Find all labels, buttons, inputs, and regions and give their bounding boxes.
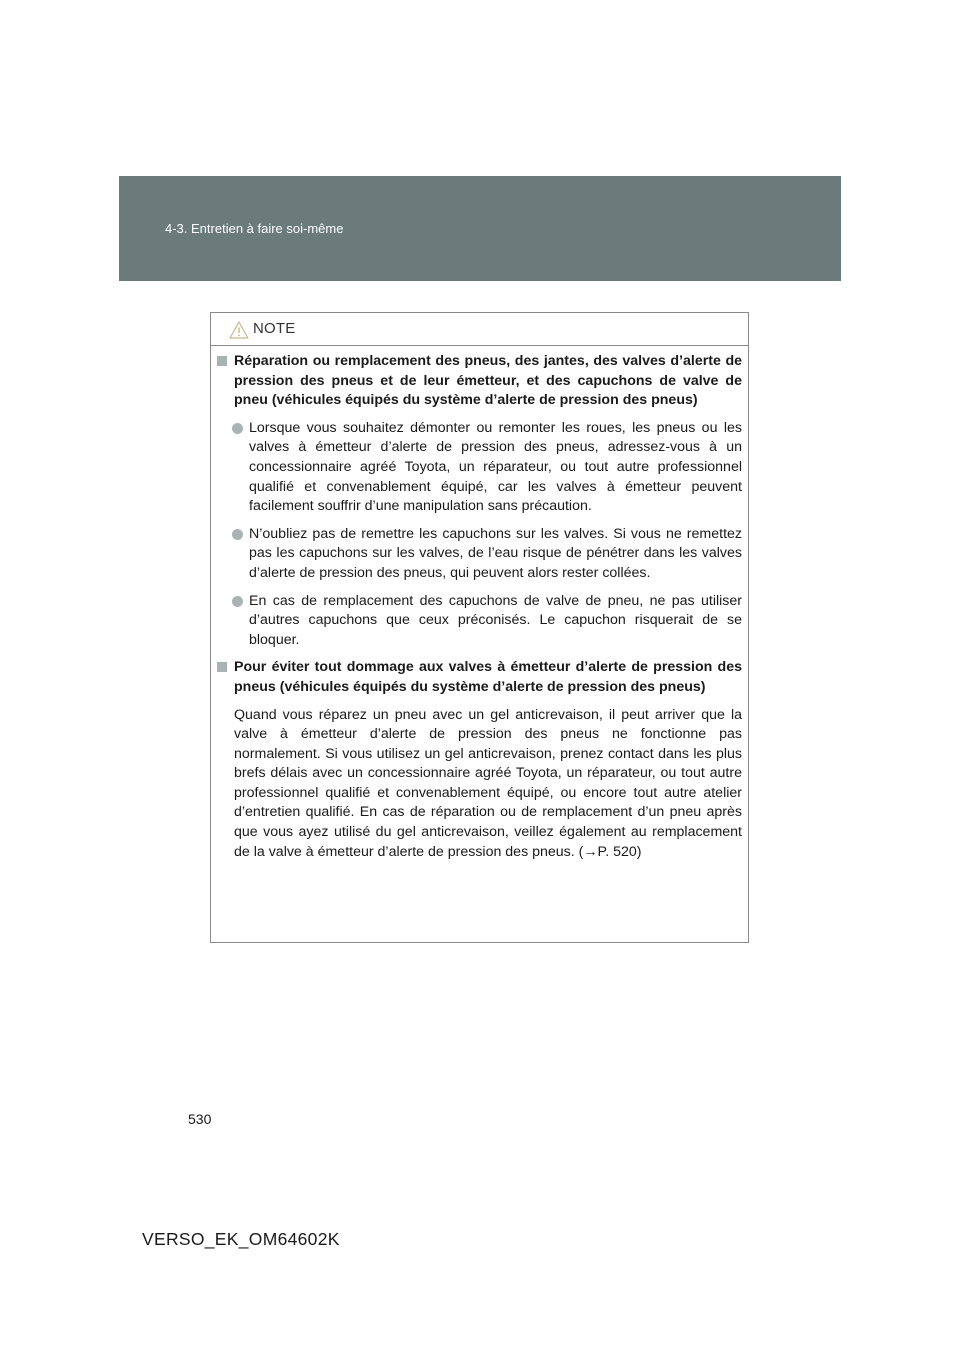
note-item-heading — [217, 658, 742, 697]
list-item — [217, 419, 742, 517]
heading-text: Pour éviter tout dommage aux valves à émetteur d’alerte de pression des pneus (véhicules équipés du système d’alerte de pression des pneus) — [234, 659, 742, 695]
circle-bullet-icon — [232, 423, 243, 434]
list-item-text: En cas de remplacement des capuchons de valve de pneu, ne pas utiliser d’autres capuchons que ceux préconisés. Le capuchon risquerait de se bloquer. — [249, 592, 742, 648]
note-title: NOTE — [253, 320, 296, 337]
list-item-text: N’oubliez pas de remettre les capuchons sur les valves. Si vous ne remettez pas les capuchons sur les valves, de l’eau risque de pénétrer dans les valves d’alerte de pression des pneus, qui peuvent alors rester collées. — [249, 525, 742, 581]
note-paragraph: Quand vous réparez un pneu avec un gel anticrevaison, il peut arriver que la valve à émetteur d’alerte de pression des pneus ne fonctionne pas normalement. Si vous utilisez un gel anticrevaison, prenez contact dans les plus brefs délais avec un concessionnaire agréé Toyota, un réparateur, ou tout autre professionnel qualifié et convenablement équipé, ou encore tout autre atelier d’entretien qualifié. En cas de réparation ou de remplacement d’un pneu après que vous ayez utilisé du gel anticrevaison, veillez également au remplacement de la valve à émetteur d’alerte de pression des pneus. (→P. 520) — [234, 706, 742, 860]
list-item — [217, 525, 742, 584]
chapter-header-band — [119, 176, 841, 281]
note-header — [211, 313, 748, 346]
square-bullet-icon — [217, 356, 227, 366]
circle-bullet-icon — [232, 596, 243, 607]
page-number: 530 — [188, 1111, 212, 1127]
note-box — [210, 312, 749, 943]
heading-text: Réparation ou remplacement des pneus, des jantes, des valves d’alerte de pression des pneus et de leur émetteur, et des capuchons de valve de pneu (véhicules équipés du système d’alerte de pression des pneus) — [234, 353, 742, 409]
document-code: VERSO_EK_OM64602K — [142, 1229, 340, 1249]
warning-triangle-icon — [229, 321, 249, 344]
note-item-heading — [217, 352, 742, 411]
section-title: 4-3. Entretien à faire soi-même — [165, 221, 344, 236]
list-item — [217, 592, 742, 651]
note-body — [211, 346, 748, 862]
list-item-text: Lorsque vous souhaitez démonter ou remonter les roues, les pneus ou les valves à émetteur d’alerte de pression des pneus, adressez-vous à un concessionnaire agréé Toyota, un réparateur, ou tout autre professionnel qualifié et convenablement équipé, car les valves à émetteur peuvent facilement souffrir d’une manipulation sans précaution. — [249, 419, 742, 515]
square-bullet-icon — [217, 662, 227, 672]
circle-bullet-icon — [232, 529, 243, 540]
